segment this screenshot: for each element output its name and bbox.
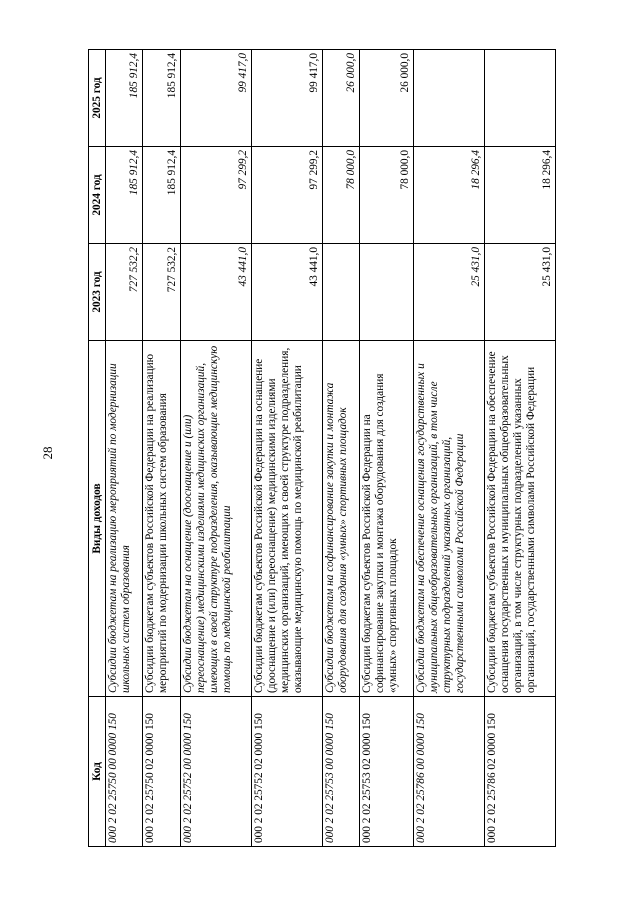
table-row bbox=[143, 50, 180, 847]
code-cell: 000 2 02 25753 00 0000 150 bbox=[322, 697, 359, 847]
value-2024-cell: 78 000,0 bbox=[359, 147, 413, 244]
table-header-row bbox=[89, 50, 106, 847]
code-cell: 000 2 02 25786 02 0000 150 bbox=[485, 697, 556, 847]
table-row bbox=[106, 50, 143, 847]
value-2023-cell bbox=[322, 244, 359, 341]
desc-cell: Субсидии бюджетам на оснащение (дооснащение и (или) переоснащение) медицинскими изделиями медицинских организаций, имеющих в своей структуре подразделения, оказывающие медицинскую помощь по медицинской реабилитации bbox=[180, 341, 251, 697]
table-row bbox=[180, 50, 251, 847]
value-2023-cell: 727 532,2 bbox=[143, 244, 180, 341]
value-2023-cell: 43 441,0 bbox=[251, 244, 322, 341]
value-2025-cell: 185 912,4 bbox=[106, 50, 143, 147]
value-2025-cell: 26 000,0 bbox=[322, 50, 359, 147]
desc-cell: Субсидии бюджетам субъектов Российской Федерации на обеспечение оснащения государственных и муниципальных общеобразовательных организаций, в том числе структурных подразделений указанных организаций, государственными символами Российской Федерации bbox=[485, 341, 556, 697]
value-2023-cell: 25 431,0 bbox=[485, 244, 556, 341]
desc-cell: Субсидии бюджетам субъектов Российской Федерации на софинансирование закупки и монтажа оборудования для создания «умных» спортивных площадок bbox=[359, 341, 413, 697]
value-2024-cell: 185 912,4 bbox=[143, 147, 180, 244]
header-2023: 2023 год bbox=[89, 244, 106, 341]
table-row bbox=[251, 50, 322, 847]
income-table bbox=[88, 49, 556, 847]
value-2023-cell: 727 532,2 bbox=[106, 244, 143, 341]
value-2023-cell: 43 441,0 bbox=[180, 244, 251, 341]
header-2025: 2025 год bbox=[89, 50, 106, 147]
value-2024-cell: 97 299,2 bbox=[251, 147, 322, 244]
header-code: Код bbox=[89, 697, 106, 847]
desc-cell: Субсидии бюджетам на софинансирование закупки и монтажа оборудования для создания «умных» спортивных площадок bbox=[322, 341, 359, 697]
header-2024: 2024 год bbox=[89, 147, 106, 244]
table-row bbox=[485, 50, 556, 847]
table-row bbox=[414, 50, 485, 847]
value-2024-cell: 18 296,4 bbox=[485, 147, 556, 244]
value-2024-cell: 185 912,4 bbox=[106, 147, 143, 244]
value-2025-cell: 26 000,0 bbox=[359, 50, 413, 147]
header-types: Виды доходов bbox=[89, 341, 106, 697]
value-2023-cell: 25 431,0 bbox=[414, 244, 485, 341]
value-2024-cell: 18 296,4 bbox=[414, 147, 485, 244]
desc-cell: Субсидии бюджетам на реализацию мероприятий по модернизации школьных систем образования bbox=[106, 341, 143, 697]
value-2024-cell: 97 299,2 bbox=[180, 147, 251, 244]
value-2025-cell: 185 912,4 bbox=[143, 50, 180, 147]
value-2024-cell: 78 000,0 bbox=[322, 147, 359, 244]
value-2025-cell bbox=[485, 50, 556, 147]
code-cell: 000 2 02 25752 00 0000 150 bbox=[180, 697, 251, 847]
table-row bbox=[359, 50, 413, 847]
code-cell: 000 2 02 25750 02 0000 150 bbox=[143, 697, 180, 847]
value-2025-cell: 99 417,0 bbox=[251, 50, 322, 147]
value-2023-cell bbox=[359, 244, 413, 341]
code-cell: 000 2 02 25753 02 0000 150 bbox=[359, 697, 413, 847]
value-2025-cell bbox=[414, 50, 485, 147]
page-number: 28 bbox=[40, 446, 55, 460]
code-cell: 000 2 02 25752 02 0000 150 bbox=[251, 697, 322, 847]
desc-cell: Субсидии бюджетам на обеспечение оснащения государственных и муниципальных общеобразовательных организаций, в том числе структурных подразделений указанных организаций, государственными символами Российской Федерации bbox=[414, 341, 485, 697]
code-cell: 000 2 02 25786 00 0000 150 bbox=[414, 697, 485, 847]
table-rotated-container bbox=[88, 50, 556, 847]
desc-cell: Субсидии бюджетам субъектов Российской Федерации на реализацию мероприятий по модернизации школьных систем образования bbox=[143, 341, 180, 697]
code-cell: 000 2 02 25750 00 0000 150 bbox=[106, 697, 143, 847]
table-row bbox=[322, 50, 359, 847]
value-2025-cell: 99 417,0 bbox=[180, 50, 251, 147]
desc-cell: Субсидии бюджетам субъектов Российской Федерации на оснащение (дооснащение и (или) переоснащение) медицинскими изделиями медицинских организаций, имеющих в своей структуре подразделения, оказывающие медицинскую помощь по медицинской реабилитации bbox=[251, 341, 322, 697]
